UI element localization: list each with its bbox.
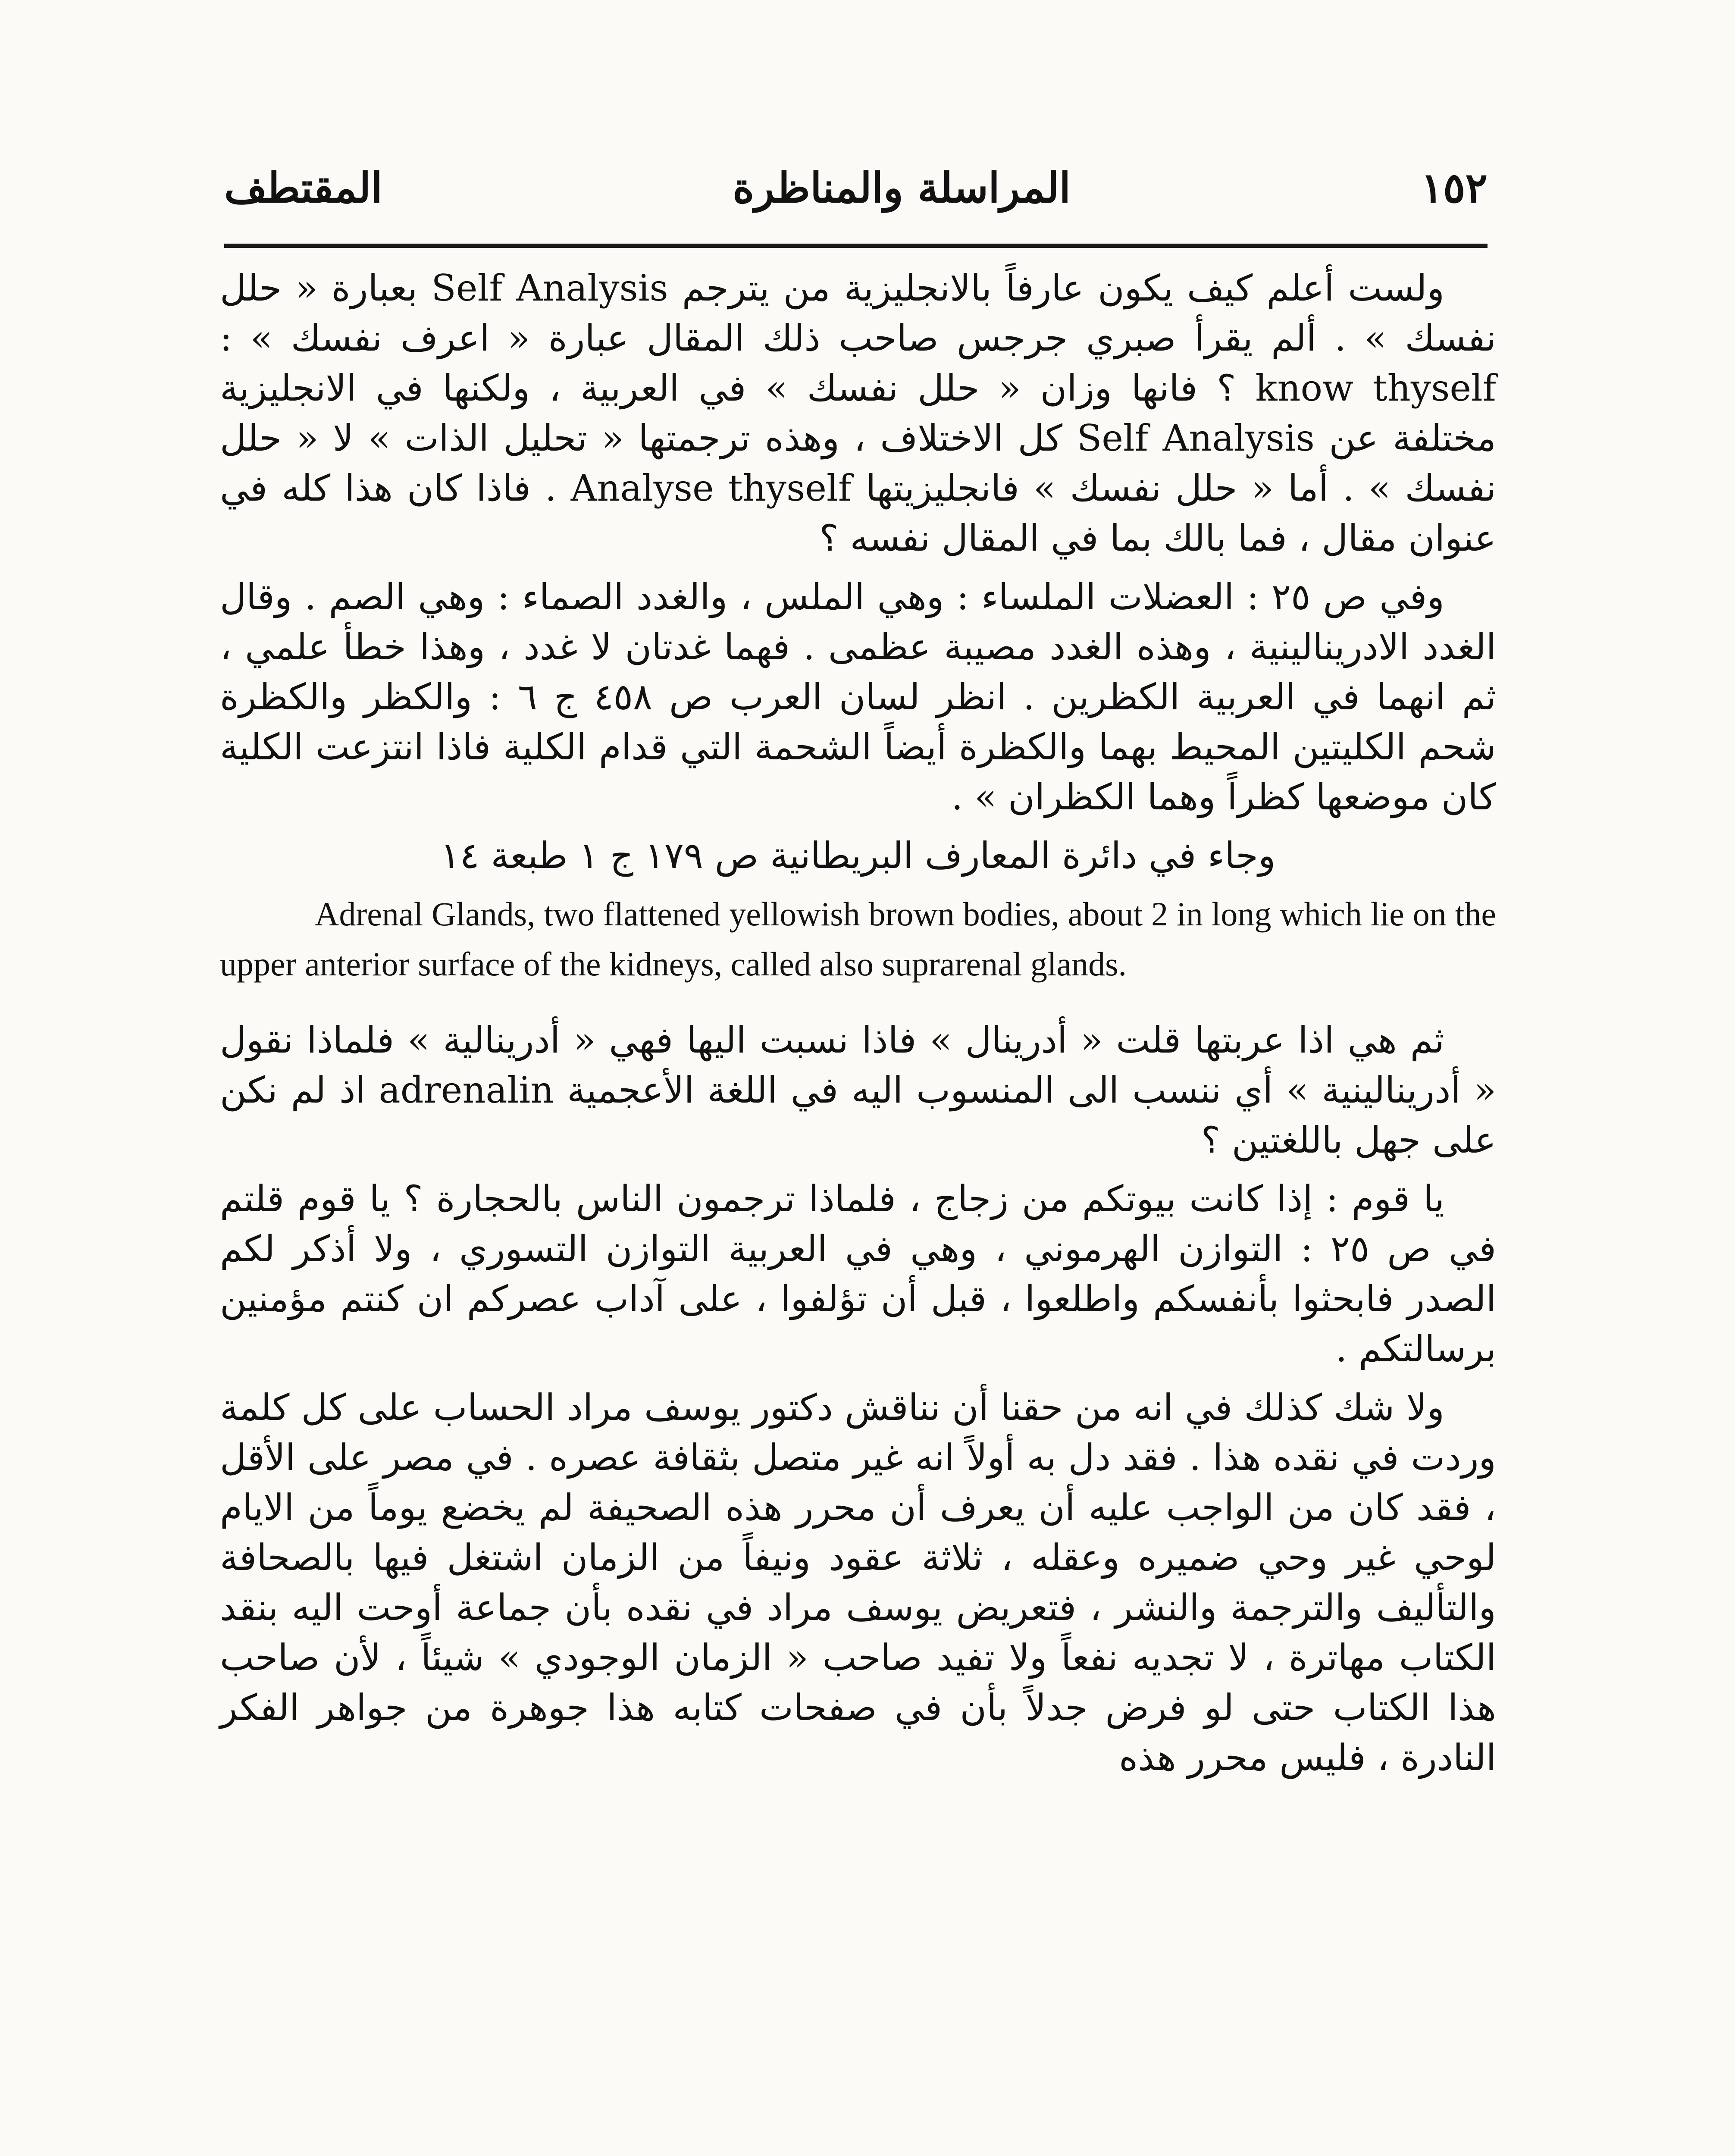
section-title: المراسلة والمناظرة — [733, 163, 1071, 212]
page-header — [224, 155, 1488, 220]
english-quote: Adrenal Glands, two flattened yellowish brown bodies, about 2 in long which lie on the upper anterior surface of the kidneys, called also suprarenal glands. — [220, 895, 1496, 983]
paragraph-3: وجاء في دائرة المعارف البريطانية ص ١٧٩ ج ١ طبعة ١٤ — [440, 834, 1276, 877]
page-number: ١٥٢ — [1421, 163, 1488, 212]
paragraph-2: وفي ص ٢٥ : العضلات الملساء : وهي الملس ، والغدد الصماء : وهي الصم . وقال الغدد الادرينالينية ، وهذه الغدد مصيبة عظمى . فهما غدتان لا غدد ، وهذا خطأ علمي ، ثم انهما في العربية الكظرين . انظر لسان العرب ص ٤٥٨ ج ٦ : والكظر والكظرة شحم الكليتين المحيط بهما والكظرة أيضاً الشحمة التي قدام الكلية فاذا انتزعت الكلية كان موضعها كظراً وهما الكظران » . — [220, 576, 1496, 818]
header-rule — [224, 244, 1488, 248]
paragraph-6: ولا شك كذلك في انه من حقنا أن نناقش دكتور يوسف مراد الحساب على كل كلمة وردت في نقده هذا . فقد دل به أولاً انه غير متصل بثقافة عصره . في مصر على الأقل ، فقد كان من الواجب عليه أن يعرف أن محرر هذه الصحيفة لم يخضع يوماً من الايام لوحي غير وحي ضميره وعقله ، ثلاثة عقود ونيفاً من الزمان اشتغل فيها بالصحافة والتأليف والترجمة والنشر ، فتعريض يوسف مراد في نقده بأن جماعة أوحت اليه بنقد الكتاب مهاترة ، لا تجديه نفعاً ولا تفيد صاحب « الزمان الوجودي » شيئاً ، لأن صاحب هذا الكتاب حتى لو فرض جدلاً بأن في صفحات كتابه هذا جوهرة من جواهر الفكر النادرة ، فليس محرر هذه — [220, 1386, 1496, 1779]
paragraph-1: ولست أعلم كيف يكون عارفاً بالانجليزية من يترجم Self Analysis بعبارة « حلل نفسك » . ألم يقرأ صبري جرجس صاحب ذلك المقال عبارة « اعرف نفسك » : know thyself ؟ فانها وزان « حلل نفسك » في العربية ، ولكنها في الانجليزية مختلفة عن Self Analysis كل الاختلاف ، وهذه ترجمتها « تحليل الذات » لا « حلل نفسك » . أما « حلل نفسك » فانجليزيتها Analyse thyself . فاذا كان هذا كله في عنوان مقال ، فما بالك بما في المقال نفسه ؟ — [220, 267, 1497, 559]
page-body — [220, 263, 1496, 1791]
paragraph-5: يا قوم : إذا كانت بيوتكم من زجاج ، فلماذا ترجمون الناس بالحجارة ؟ يا قوم قلتم في ص ٢٥ : التوازن الهرموني ، وهي في العربية التوازن التسوري ، ولا أذكر لكم الصدر فابحثوا بأنفسكم واطلعوا ، قبل أن تؤلفوا ، على آداب عصركم ان كنتم مؤمنين برسالتكم . — [220, 1178, 1496, 1370]
journal-name: المقتطف — [224, 163, 383, 212]
paragraph-4: ثم هي اذا عربتها قلت « أدرينال » فاذا نسبت اليها فهي « أدرينالية » فلماذا نقول « أدرينالينية » أي ننسب الى المنسوب اليه في اللغة الأعجمية adrenalin اذ لم نكن على جهل باللغتين ؟ — [220, 1019, 1497, 1161]
